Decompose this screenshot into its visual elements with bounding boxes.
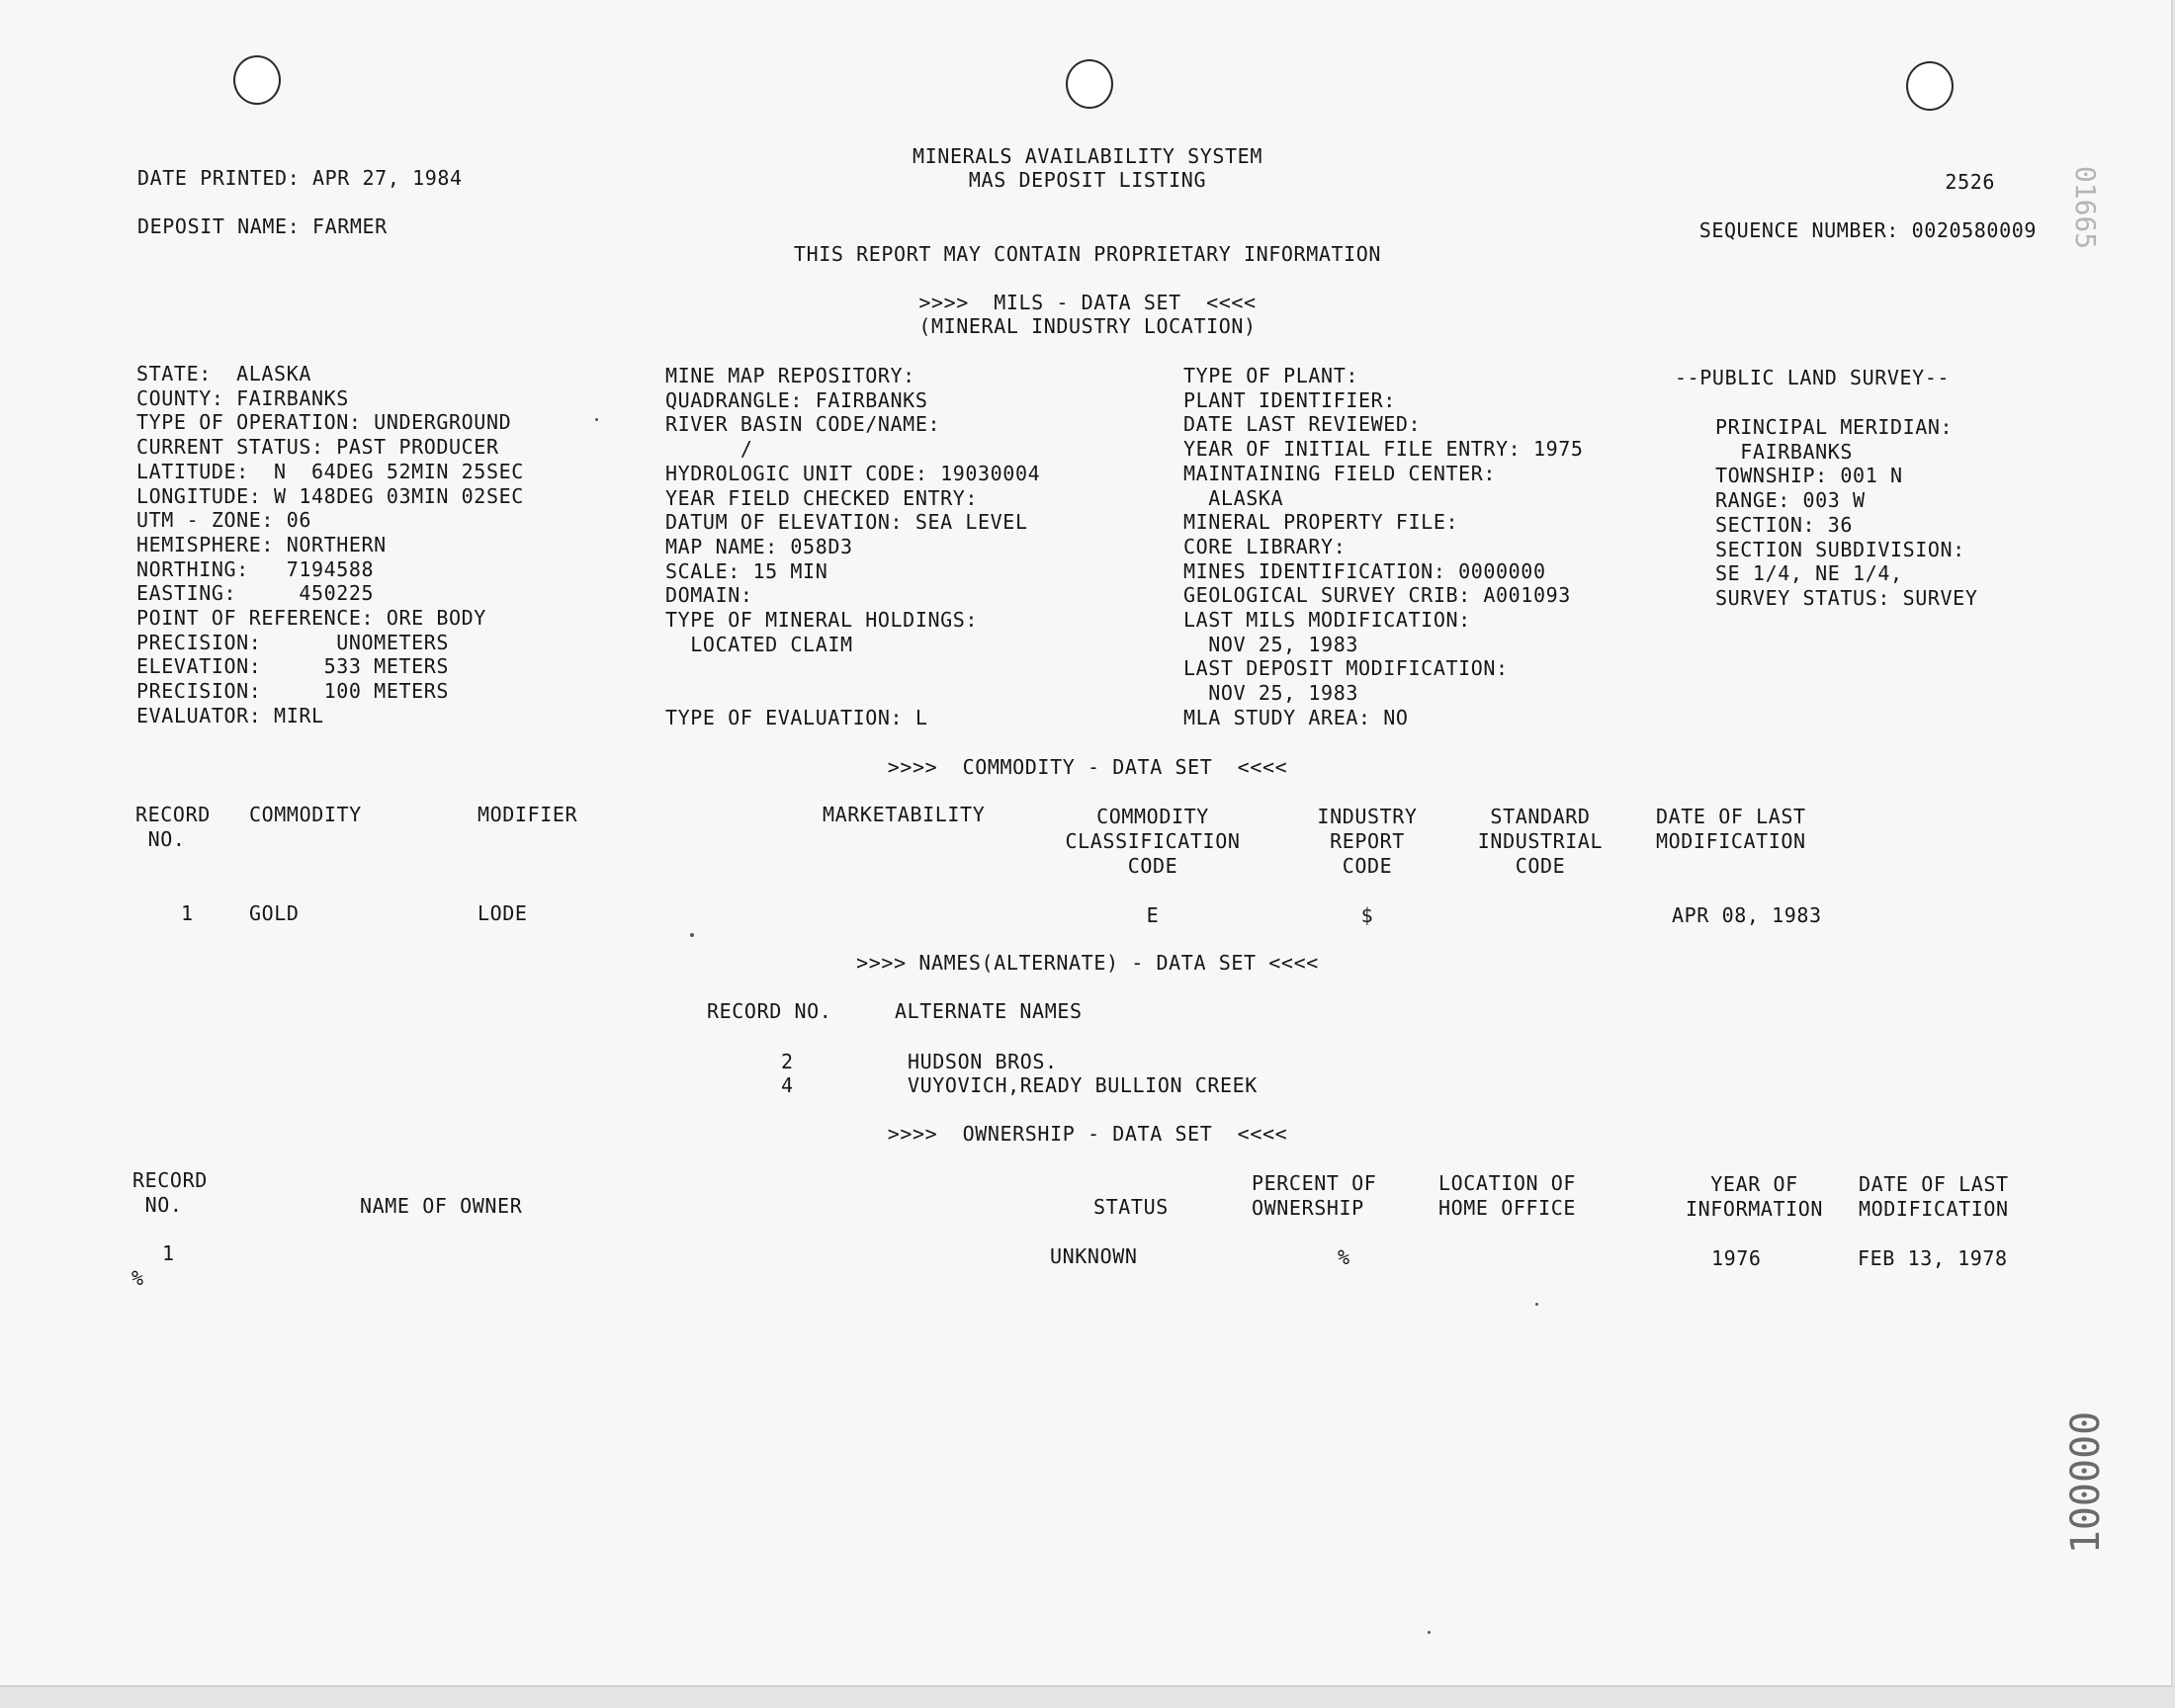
ownership-header-name-of-owner: NAME OF OWNER [360,1194,523,1218]
commodity-header-classification: COMMODITY CLASSIFICATION CODE [1065,805,1241,878]
page-number: 2526 [1945,170,1995,194]
survey-field: SECTION SUBDIVISION: [1715,537,1965,561]
mils-field: ALASKA [1183,485,1284,510]
commodity-header-record-no: RECORD NO. [135,803,211,851]
commodity-header-industry-report: INDUSTRY REPORT CODE [1317,805,1418,878]
survey-field: FAIRBANKS [1715,439,1854,464]
survey-title: --PUBLIC LAND SURVEY-- [1675,366,1951,389]
mils-field: DATE LAST REVIEWED: [1183,412,1422,437]
deposit-name: DEPOSIT NAME: FARMER [137,214,388,238]
listing-title: MAS DEPOSIT LISTING [968,168,1207,192]
mils-field: TYPE OF EVALUATION: L [665,706,928,729]
survey-field: SECTION: 36 [1715,512,1854,537]
mils-field: TYPE OF MINERAL HOLDINGS: [665,608,979,632]
alternate-name: VUYOVICH,READY BULLION CREEK [908,1073,1258,1097]
system-title: MINERALS AVAILABILITY SYSTEM [913,144,1262,168]
commodity-industry-report: $ [1360,903,1374,927]
commodity-section-title: >>>> COMMODITY - DATA SET <<<< [887,755,1288,779]
names-header-alternate-names: ALTERNATE NAMES [895,999,1083,1023]
mils-field: CORE LIBRARY: [1183,534,1347,558]
survey-field: SE 1/4, NE 1/4, [1715,561,1903,586]
mils-section-subtitle: (MINERAL INDUSTRY LOCATION) [918,314,1257,338]
mils-field: MLA STUDY AREA: NO [1183,705,1409,729]
commodity-record-no: 1 [181,901,194,925]
scan-speck [595,418,598,421]
page-stamp-top-right: 01665 [2069,165,2103,250]
mils-field: MAP NAME: 058D3 [665,534,853,558]
mils-field: MINE MAP REPOSITORY: [665,364,915,387]
ownership-footnote: % [131,1266,144,1290]
survey-field: TOWNSHIP: 001 N [1715,464,1903,488]
mils-field: NORTHING: 7194588 [136,556,375,581]
mils-field: PLANT IDENTIFIER: [1183,387,1396,412]
commodity-date-last-mod: APR 08, 1983 [1672,903,1822,927]
mils-field: RIVER BASIN CODE/NAME: [665,412,941,437]
mils-field: MINES IDENTIFICATION: 0000000 [1183,558,1546,583]
mils-field: LONGITUDE: W 148DEG 03MIN 02SEC [136,483,524,508]
names-record-no: 2 [781,1050,794,1073]
ownership-percent: % [1338,1245,1350,1269]
mils-field: DOMAIN: [665,583,753,608]
mils-field: STATE: ALASKA [136,362,311,385]
mils-field: UTM - ZONE: 06 [136,508,311,533]
mils-field: EVALUATOR: MIRL [136,703,324,727]
mils-field: MINERAL PROPERTY FILE: [1183,510,1459,535]
date-printed: DATE PRINTED: APR 27, 1984 [137,166,463,190]
ownership-date-last-mod: FEB 13, 1978 [1858,1246,2008,1270]
mils-field: LAST MILS MODIFICATION: [1183,608,1471,632]
scan-speck [1428,1631,1431,1634]
mils-field: YEAR OF INITIAL FILE ENTRY: 1975 [1183,437,1584,462]
mils-field: COUNTY: FAIRBANKS [136,385,349,410]
binder-hole-right [1906,61,1954,111]
ownership-header-status: STATUS [1093,1195,1169,1219]
survey-field: SURVEY STATUS: SURVEY [1715,585,1978,610]
sequence-number: SEQUENCE NUMBER: 0020580009 [1698,218,2037,242]
commodity-header-date-last-mod: DATE OF LAST MODIFICATION [1656,805,1806,853]
mils-field: YEAR FIELD CHECKED ENTRY: [665,485,979,510]
ownership-status: UNKNOWN [1050,1244,1138,1268]
commodity-header-marketability: MARKETABILITY [823,803,986,826]
scan-speck [690,933,694,937]
ownership-record-no: 1 [162,1241,175,1265]
names-record-no: 4 [781,1073,794,1097]
survey-field: RANGE: 003 W [1715,488,1866,513]
mils-field: LOCATED CLAIM [665,632,853,656]
mils-field: LAST DEPOSIT MODIFICATION: [1183,656,1509,681]
names-section-title: >>>> NAMES(ALTERNATE) - DATA SET <<<< [856,951,1319,975]
mils-field: POINT OF REFERENCE: ORE BODY [136,606,486,630]
commodity-classification: E [1146,903,1160,927]
mils-field: NOV 25, 1983 [1183,681,1358,706]
mils-field: EASTING: 450225 [136,581,375,606]
mils-field: / [665,437,753,462]
commodity-header-commodity: COMMODITY [249,803,362,826]
commodity-modifier: LODE [478,901,528,925]
mils-field: PRECISION: 100 METERS [136,679,450,704]
mils-field: PRECISION: UNOMETERS [136,630,450,654]
ownership-header-location: LOCATION OF HOME OFFICE [1438,1171,1577,1220]
mils-field: TYPE OF OPERATION: UNDERGROUND [136,410,512,435]
mils-field: GEOLOGICAL SURVEY CRIB: A001093 [1183,583,1571,608]
commodity-header-standard-industrial: STANDARD INDUSTRIAL CODE [1477,805,1604,878]
survey-field: PRINCIPAL MERIDIAN: [1715,415,1954,439]
mils-field: CURRENT STATUS: PAST PRODUCER [136,435,499,460]
mils-field: SCALE: 15 MIN [665,558,828,583]
mils-field: ELEVATION: 533 METERS [136,654,450,679]
mils-field: TYPE OF PLANT: [1183,364,1358,387]
ownership-header-year: YEAR OF INFORMATION [1686,1172,1824,1221]
commodity-name: GOLD [249,901,300,925]
mils-field: DATUM OF ELEVATION: SEA LEVEL [665,510,1028,535]
proprietary-notice: THIS REPORT MAY CONTAIN PROPRIETARY INFORMATION [793,242,1382,266]
ownership-year: 1976 [1711,1246,1762,1270]
page-stamp-bottom-right: 100000 [2063,1410,2109,1555]
mils-field: LATITUDE: N 64DEG 52MIN 25SEC [136,459,524,483]
scan-speck [1535,1303,1538,1306]
alternate-name: HUDSON BROS. [908,1050,1058,1073]
binder-hole-left [233,55,281,105]
mils-field: NOV 25, 1983 [1183,632,1358,656]
commodity-header-modifier: MODIFIER [478,803,578,826]
mils-field: MAINTAINING FIELD CENTER: [1183,461,1497,485]
names-header-record-no: RECORD NO. [707,999,832,1023]
mils-field: QUADRANGLE: FAIRBANKS [665,387,928,412]
mils-section-title: >>>> MILS - DATA SET <<<< [918,291,1257,314]
binder-hole-center [1066,59,1113,109]
ownership-header-percent: PERCENT OF OWNERSHIP [1252,1171,1377,1220]
ownership-header-record-no: RECORD NO. [132,1168,208,1217]
ownership-header-date-last-mod: DATE OF LAST MODIFICATION [1859,1172,2009,1221]
mils-field: HEMISPHERE: NORTHERN [136,532,387,556]
mils-field: HYDROLOGIC UNIT CODE: 19030004 [665,461,1041,485]
ownership-section-title: >>>> OWNERSHIP - DATA SET <<<< [887,1122,1288,1146]
